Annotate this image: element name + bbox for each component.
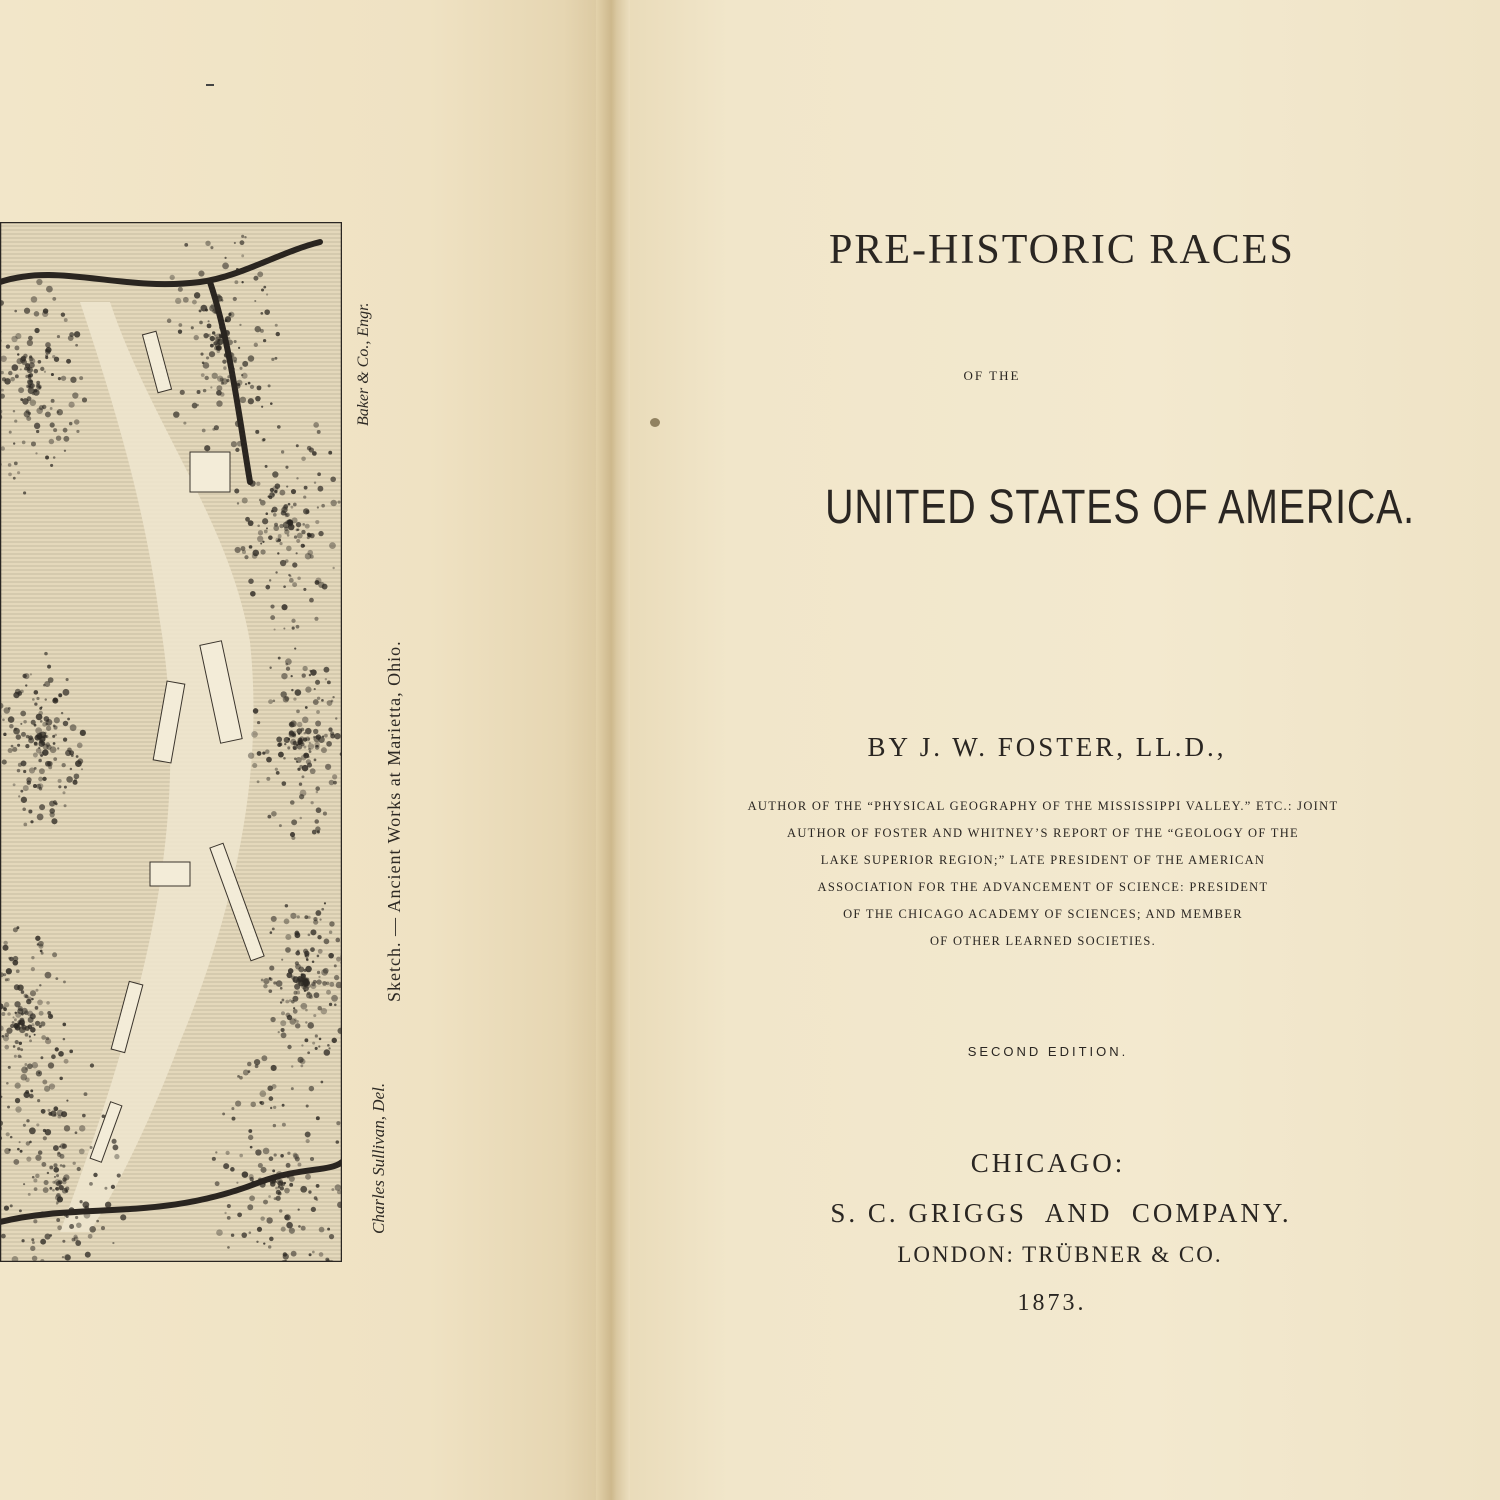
author-line: BY J. W. FOSTER, LL.D., xyxy=(867,732,1227,762)
credentials-line: OF OTHER LEARNED SOCIETIES. xyxy=(929,934,1157,948)
credentials-line: OF THE CHICAGO ACADEMY OF SCIENCES; AND MEMBER xyxy=(843,907,1243,921)
author-credentials xyxy=(605,793,1481,955)
credentials-line: AUTHOR OF FOSTER AND WHITNEY’S REPORT OF THE “GEOLOGY OF THE xyxy=(787,826,1299,840)
frontispiece-engraving xyxy=(0,222,342,1262)
engraving-illustration xyxy=(0,222,342,1262)
credentials-line: AUTHOR OF THE “PHYSICAL GEOGRAPHY OF THE MISSISSIPPI VALLEY.” ETC.: JOINT xyxy=(747,799,1339,813)
publication-year: 1873. xyxy=(1017,1290,1087,1316)
edition-label: SECOND EDITION. xyxy=(967,1044,1129,1059)
title-page xyxy=(624,0,1500,1500)
publisher-name: S. C. GRIGGS AND COMPANY. xyxy=(830,1198,1292,1228)
credentials-line: ASSOCIATION FOR THE ADVANCEMENT OF SCIENCE: PRESIDENT xyxy=(817,880,1269,894)
title-connector: OF THE xyxy=(963,368,1021,383)
london-publisher: LONDON: TRÜBNER & CO. xyxy=(897,1242,1223,1267)
book-subtitle: UNITED STATES OF AMERICA. xyxy=(825,481,1415,534)
frontispiece-caption: Sketch. — Ancient Works at Marietta, Ohio. xyxy=(384,640,404,1002)
credentials-line: LAKE SUPERIOR REGION;” LATE PRESIDENT OF THE AMERICAN xyxy=(820,853,1266,867)
publisher-city: CHICAGO: xyxy=(970,1148,1126,1178)
artist-credit: Charles Sullivan, Del. xyxy=(369,1082,388,1234)
book-title: PRE-HISTORIC RACES xyxy=(829,227,1295,273)
ink-mark xyxy=(206,84,214,86)
engraver-credit: Baker & Co., Engr. xyxy=(355,302,372,426)
